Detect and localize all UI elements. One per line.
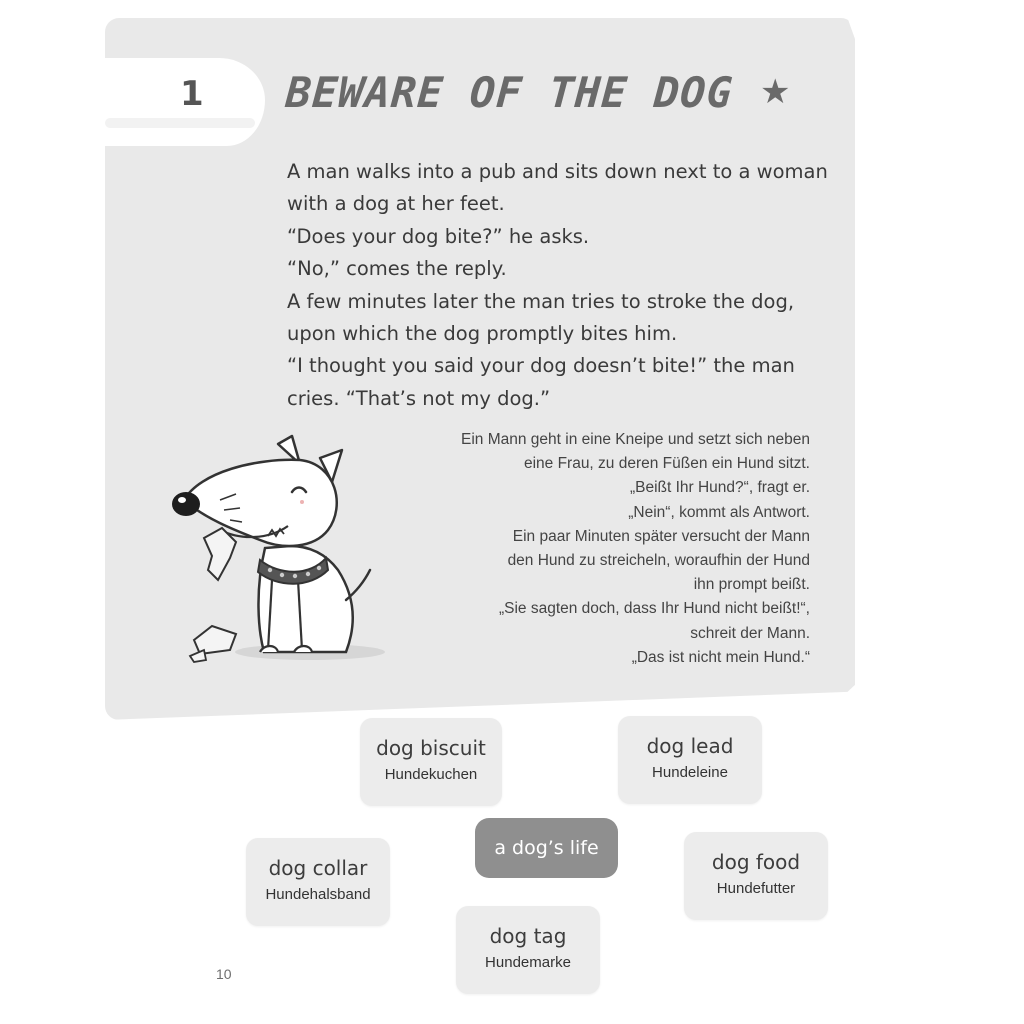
story-line: “Does your dog bite?” he asks. xyxy=(287,224,590,248)
vocab-german: Hundefutter xyxy=(716,880,796,897)
vocab-german: Hundekuchen xyxy=(384,766,478,783)
page-title: BEWARE OF THE DOG xyxy=(284,68,735,117)
vocab-english: dog tag xyxy=(489,924,567,948)
page-number: 10 xyxy=(216,966,232,982)
translation-line: den Hund zu streicheln, woraufhin der Hund xyxy=(507,552,810,570)
brush-stroke-decoration xyxy=(105,118,255,128)
translation-line: „Sie sagten doch, dass Ihr Hund nicht beißt!“, xyxy=(498,600,810,618)
vocab-english: dog collar xyxy=(268,856,368,880)
vocab-german: Hundehalsband xyxy=(265,886,371,903)
vocab-card xyxy=(684,832,828,920)
vocab-topic: a dog’s life xyxy=(475,818,618,878)
vocab-card xyxy=(618,716,762,804)
translation-line: „Nein“, kommt als Antwort. xyxy=(628,503,810,521)
translation-line: schreit der Mann. xyxy=(690,624,810,642)
story-line: A few minutes later the man tries to stroke the dog, xyxy=(287,289,795,313)
story-line: A man walks into a pub and sits down next to a woman xyxy=(287,160,828,183)
translation-line: eine Frau, zu deren Füßen ein Hund sitzt. xyxy=(523,455,810,473)
dog-illustration xyxy=(160,430,390,670)
vocab-german: Hundemarke xyxy=(485,954,571,971)
translation-line: Ein paar Minuten später versucht der Mann xyxy=(512,527,810,545)
story-german xyxy=(461,428,810,670)
story-line: with a dog at her feet. xyxy=(287,192,505,216)
star-icon: ★ xyxy=(760,72,791,112)
chapter-number: 1 xyxy=(180,74,204,114)
translation-line: Ein Mann geht in eine Kneipe und setzt sich neben xyxy=(461,431,810,448)
vocab-english: dog biscuit xyxy=(376,736,486,760)
vocab-english: dog lead xyxy=(646,734,734,758)
vocab-german: Hundeleine xyxy=(652,764,728,781)
vocab-card xyxy=(246,838,390,926)
translation-line: „Beißt Ihr Hund?“, fragt er. xyxy=(629,479,810,497)
story-line: “No,” comes the reply. xyxy=(287,257,507,281)
story-english xyxy=(287,156,827,415)
story-line: “I thought you said your dog doesn’t bite!” the man xyxy=(287,354,795,378)
translation-line: „Das ist nicht mein Hund.“ xyxy=(631,648,810,666)
vocab-english: dog food xyxy=(711,850,801,874)
vocab-card xyxy=(360,718,502,806)
story-line: cries. “That’s not my dog.” xyxy=(287,386,551,410)
vocab-card xyxy=(456,906,600,994)
translation-line: ihn prompt beißt. xyxy=(693,576,810,594)
story-line: upon which the dog promptly bites him. xyxy=(287,322,678,346)
